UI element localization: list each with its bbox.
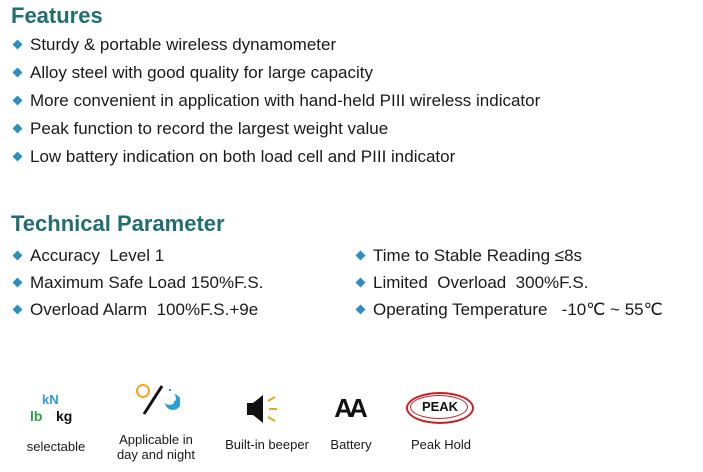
diamond-bullet-icon <box>13 305 23 315</box>
parameter-item: Operating Temperature -10℃ ~ 55℃ <box>354 296 663 323</box>
feature-item: Sturdy & portable wireless dynamometer <box>11 31 540 59</box>
battery-caption: Battery <box>330 437 372 452</box>
diamond-bullet-icon <box>356 251 366 261</box>
peak-label: PEAK <box>421 399 459 414</box>
kg-unit-label: kg <box>56 408 73 424</box>
features-heading: Features <box>11 3 103 28</box>
diamond-bullet-icon <box>13 40 23 50</box>
parameter-item: Overload Alarm 100%F.S.+9e <box>11 296 263 323</box>
feature-item: More convenient in application with hand-held PIII wireless indicator <box>11 87 540 115</box>
diamond-bullet-icon <box>13 152 23 162</box>
diamond-bullet-icon <box>13 68 23 78</box>
day-night-caption: Applicable in day and night <box>116 432 196 462</box>
unit-selectable-icon <box>26 392 86 428</box>
feature-item: Low battery indication on both load cell and PIII indicator <box>11 143 540 171</box>
diamond-bullet-icon <box>13 278 23 288</box>
feature-item: Peak function to record the largest weight value <box>11 115 540 143</box>
speaker-icon <box>243 392 283 426</box>
technical-heading: Technical Parameter <box>11 211 225 236</box>
features-list <box>11 31 540 171</box>
peak-hold-icon <box>406 392 476 426</box>
parameter-item: Limited Overload 300%F.S. <box>354 269 663 296</box>
technical-right-list <box>354 242 663 323</box>
unit-selectable-caption: selectable <box>26 439 86 454</box>
parameter-item: Time to Stable Reading ≤8s <box>354 242 663 269</box>
kn-unit-label: kN <box>42 392 59 407</box>
parameter-item: Accuracy Level 1 <box>11 242 263 269</box>
parameter-item: Maximum Safe Load 150%F.S. <box>11 269 263 296</box>
diamond-bullet-icon <box>356 278 366 288</box>
beeper-caption: Built-in beeper <box>225 437 309 452</box>
diamond-bullet-icon <box>13 124 23 134</box>
lb-unit-label: lb <box>30 408 43 424</box>
peak-hold-caption: Peak Hold <box>411 437 471 452</box>
day-night-icon <box>134 382 180 418</box>
diamond-bullet-icon <box>356 305 366 315</box>
diamond-bullet-icon <box>13 251 23 261</box>
feature-item: Alloy steel with good quality for large capacity <box>11 59 540 87</box>
diamond-bullet-icon <box>13 96 23 106</box>
technical-left-list <box>11 242 263 323</box>
battery-aa-icon: AA <box>334 393 364 423</box>
